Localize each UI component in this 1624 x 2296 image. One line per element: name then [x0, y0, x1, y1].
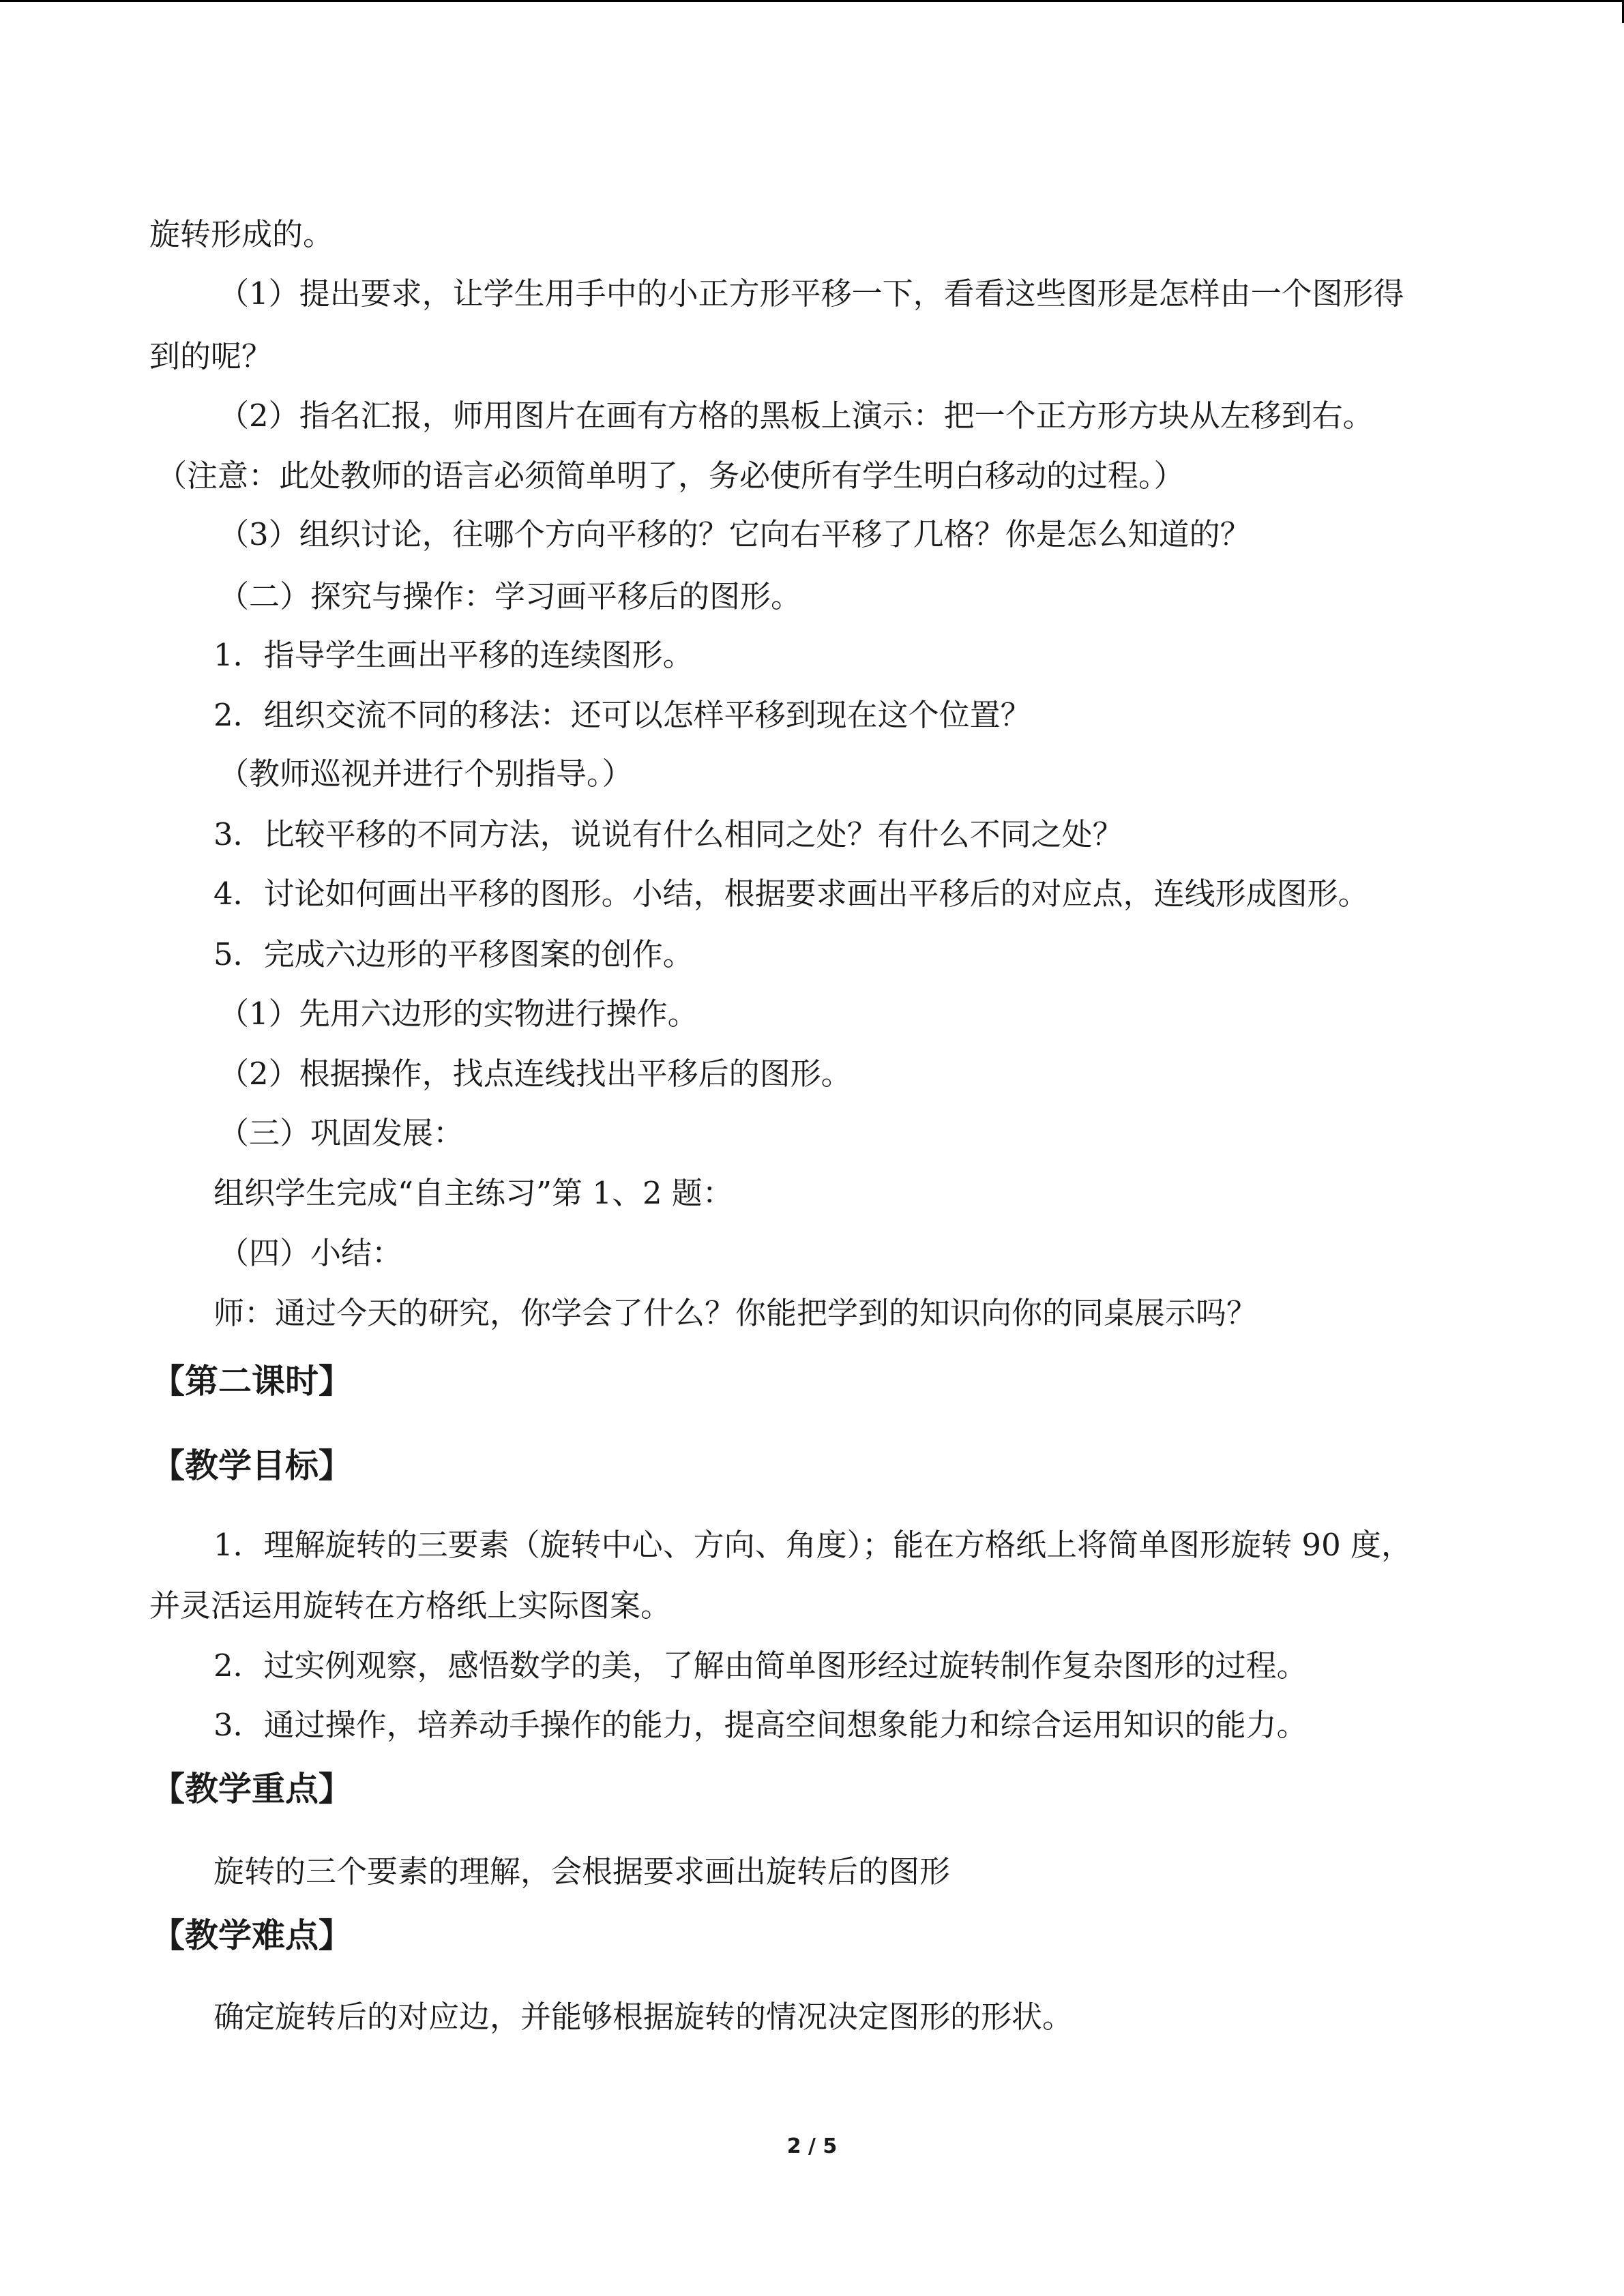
top-border-rule	[0, 0, 1624, 2]
section-subheading: （四）小结：	[218, 1235, 403, 1271]
goal-item: 2．过实例观察，感悟数学的美，了解由简单图形经过旋转制作复杂图形的过程。	[213, 1648, 1308, 1684]
goal-item: 并灵活运用旋转在方格纸上实际图案。	[149, 1587, 672, 1624]
body-line: 师：通过今天的研究，你学会了什么？你能把学到的知识向你的同桌展示吗？	[213, 1295, 1258, 1331]
body-line: 旋转形成的。	[149, 216, 334, 252]
list-item: 3．比较平移的不同方法，说说有什么相同之处？有什么不同之处？	[213, 816, 1123, 852]
heading-teaching-focus: 【教学重点】	[151, 1770, 353, 1808]
difficulty-text: 确定旋转后的对应边，并能够根据旋转的情况决定图形的形状。	[213, 1999, 1074, 2035]
body-line: （注意：此处教师的语言必须简单明了，务必使所有学生明白移动的过程。）	[156, 458, 1185, 494]
section-subheading: （二）探究与操作：学习画平移后的图形。	[218, 578, 802, 614]
page-number: 2 / 5	[786, 2134, 838, 2158]
list-item: 2．组织交流不同的移法：还可以怎样平移到现在这个位置？	[213, 697, 1031, 733]
heading-lesson-two: 【第二课时】	[151, 1362, 353, 1401]
list-item: 1．指导学生画出平移的连续图形。	[213, 637, 694, 673]
body-line: （3）组织讨论，往哪个方向平移的？它向右平移了几格？你是怎么知道的？	[218, 516, 1251, 552]
body-line: （教师巡视并进行个别指导。）	[218, 756, 633, 792]
body-line: 组织学生完成“自主练习”第 1、2 题：	[213, 1175, 733, 1211]
section-subheading: （三）巩固发展：	[218, 1115, 464, 1151]
list-item: （1）先用六边形的实物进行操作。	[218, 996, 698, 1032]
goal-item: 3．通过操作，培养动手操作的能力，提高空间想象能力和综合运用知识的能力。	[213, 1707, 1308, 1743]
heading-teaching-difficulty: 【教学难点】	[151, 1916, 353, 1955]
heading-teaching-goals: 【教学目标】	[151, 1446, 353, 1485]
body-line: 到的呢？	[149, 338, 273, 374]
list-item: 5．完成六边形的平移图案的创作。	[213, 936, 694, 972]
body-line: （1）提出要求，让学生用手中的小正方形平移一下，看看这些图形是怎样由一个图形得	[218, 275, 1404, 312]
body-line: （2）指名汇报，师用图片在画有方格的黑板上演示：把一个正方形方块从左移到右。	[218, 398, 1374, 434]
list-item: 4．讨论如何画出平移的图形。小结，根据要求画出平移后的对应点，连线形成图形。	[213, 876, 1369, 912]
focus-text: 旋转的三个要素的理解，会根据要求画出旋转后的图形	[213, 1853, 951, 1890]
list-item: （2）根据操作，找点连线找出平移后的图形。	[218, 1056, 852, 1092]
goal-item: 1．理解旋转的三要素（旋转中心、方向、角度）；能在方格纸上将简单图形旋转 90 度，	[213, 1527, 1413, 1563]
